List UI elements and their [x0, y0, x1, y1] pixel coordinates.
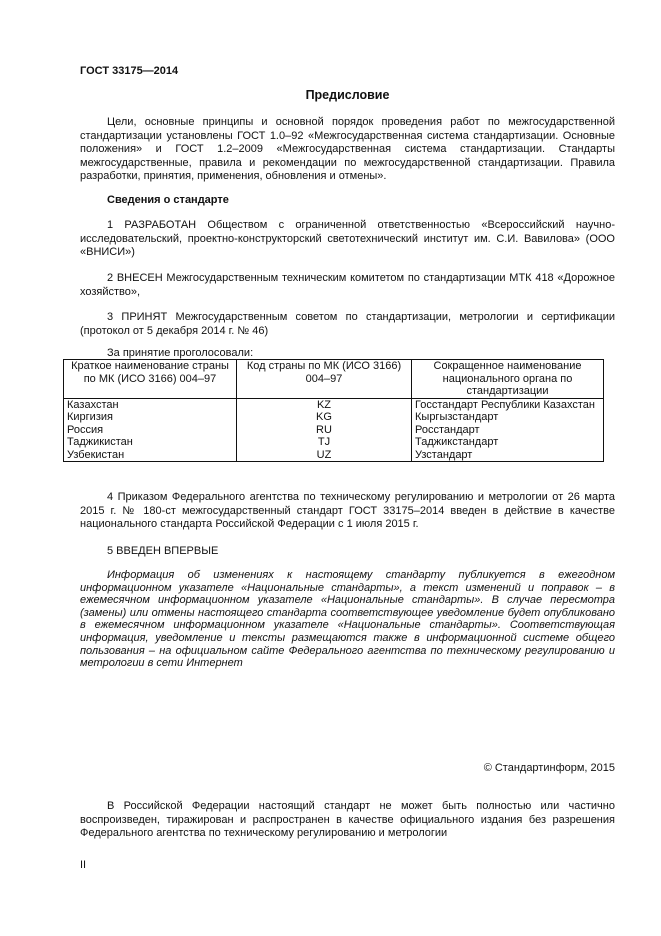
column-header: Сокращенное наименование национального органа по стандартизации — [412, 360, 604, 399]
item-3: 3 ПРИНЯТ Межгосударственным советом по стандартизации, метрологии и сертификации (протокол от 5 декабря 2014 г. № 46) — [80, 311, 615, 337]
item-4: 4 Приказом Федерального агентства по техническому регулированию и метрологии от 26 марта 2015 г. № 180-ст межгосударственный стандарт ГОСТ 33175–2014 введен в действие в качестве национального стандарта Российской Федерации с 1 июля 2015 г. — [80, 491, 615, 530]
column-header: Код страны по МК (ИСО 3166) 004–97 — [237, 360, 412, 399]
item-2: 2 ВНЕСЕН Межгосударственным техническим комитетом по стандартизации МТК 418 «Дорожное хозяйство», — [80, 272, 615, 298]
table-row — [64, 436, 604, 449]
country-cell: Казахстан — [64, 398, 237, 411]
copyright: © Стандартинформ, 2015 — [483, 762, 615, 774]
country-cell: Узбекистан — [64, 449, 237, 462]
body-cell: Кыргызстандарт — [412, 411, 604, 424]
intro-paragraph: Цели, основные принципы и основной порядок проведения работ по межгосударственной стандартизации установлены ГОСТ 1.0–92 «Межгосударственная система стандартизации. Основные положения» и ГОСТ 1.2–2009 «Межгосударственная система стандартизации. Стандарты межгосударственные, правила и рекомендации по межгосударственной стандартизации. Правила разработки, принятия, применения, обновления и отмены». — [80, 116, 615, 182]
body-cell: Таджикстандарт — [412, 436, 604, 449]
item-5: 5 ВВЕДЕН ВПЕРВЫЕ — [107, 545, 219, 557]
country-cell: Таджикистан — [64, 436, 237, 449]
body-cell: Госстандарт Республики Казахстан — [412, 398, 604, 411]
rights-notice: В Российской Федерации настоящий стандарт не может быть полностью или частично воспроизведен, тиражирован и распространен в качестве официального издания без разрешения Федерального агентства по техническому регулированию и метрологии — [80, 800, 615, 839]
body-cell: Узстандарт — [412, 449, 604, 462]
voting-table — [63, 359, 604, 462]
column-header: Краткое наименование страны по МК (ИСО 3166) 004–97 — [64, 360, 237, 399]
country-cell: Россия — [64, 424, 237, 437]
table-header-row — [64, 360, 604, 399]
vote-label: За принятие проголосовали: — [107, 347, 254, 359]
code-cell: KG — [237, 411, 412, 424]
table-row — [64, 424, 604, 437]
country-cell: Киргизия — [64, 411, 237, 424]
section-heading: Сведения о стандарте — [107, 194, 229, 206]
page-number: II — [80, 859, 87, 871]
table-row — [64, 411, 604, 424]
code-cell: UZ — [237, 449, 412, 462]
code-cell: TJ — [237, 436, 412, 449]
body-cell: Росстандарт — [412, 424, 604, 437]
table-row — [64, 398, 604, 411]
code-cell: KZ — [237, 398, 412, 411]
document-id: ГОСТ 33175—2014 — [80, 65, 179, 77]
info-notice: Информация об изменениях к настоящему стандарту публикуется в ежегодном информационном указателе «Национальные стандарты», а текст изменений и поправок – в ежемесячном информационном указателе «Национальные стандарты». В случае пересмотра (замены) или отмены настоящего стандарта соответствующее уведомление будет опубликовано в ежемесячном информационном указателе «Национальные стандарты». Соответствующая информация, уведомление и тексты размещаются также в информационной системе общего пользования – на официальном сайте Федерального агентства по техническому регулированию и метрологии в сети Интернет — [80, 569, 615, 670]
page-title: Предисловие — [305, 88, 390, 102]
code-cell: RU — [237, 424, 412, 437]
table-row — [64, 449, 604, 462]
item-1: 1 РАЗРАБОТАН Обществом с ограниченной ответственностью «Всероссийский научно-исследовательский, проектно-конструкторский светотехнический институт им. С.И. Вавилова» (ООО «ВНИСИ») — [80, 219, 615, 258]
